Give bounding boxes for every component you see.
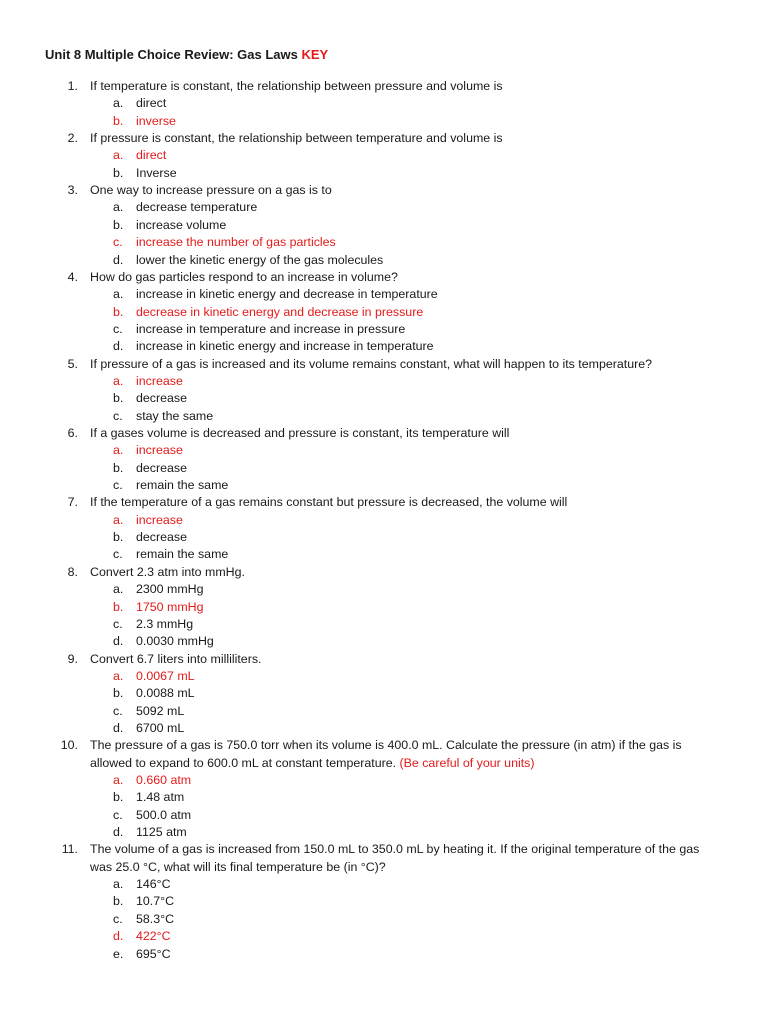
option-text: direct — [136, 96, 167, 111]
option-letter: b. — [113, 530, 124, 545]
option-text: 1750 mmHg — [136, 599, 204, 614]
option-text: increase in kinetic energy and increase in temperature — [136, 339, 434, 354]
question-text: If temperature is constant, the relationship between pressure and volume is — [90, 79, 503, 93]
title-text: Unit 8 Multiple Choice Review: Gas Laws — [45, 47, 298, 62]
option-letter: d. — [113, 252, 124, 267]
option-letter: d. — [113, 634, 124, 649]
option-text: 500.0 atm — [136, 807, 192, 822]
option-letter: b. — [113, 599, 124, 614]
question-number: 6. — [67, 426, 78, 440]
option-letter: c. — [113, 321, 123, 336]
question-number: 2. — [67, 131, 78, 146]
question-text: Convert 6.7 liters into milliliters. — [90, 651, 262, 666]
option-letter: b. — [113, 790, 124, 805]
option-text: increase volume — [136, 217, 227, 232]
question-text: How do gas particles respond to an increase in volume? — [90, 269, 398, 284]
option-text: increase — [136, 373, 183, 388]
option-text: decrease temperature — [136, 200, 258, 215]
option-text: 695°C — [136, 946, 171, 961]
option-text: 0.0030 mmHg — [136, 634, 214, 649]
option-text: inverse — [136, 113, 176, 128]
question-number: 10. — [60, 738, 78, 753]
option-letter: a. — [113, 443, 124, 458]
option-letter: c. — [113, 408, 123, 423]
option-text: 5092 mL — [136, 703, 185, 718]
option-letter: b. — [113, 165, 124, 180]
option-text: 0.660 atm — [136, 773, 192, 787]
option-text: increase in temperature and increase in pressure — [136, 321, 406, 336]
question-text: One way to increase pressure on a gas is to — [90, 183, 332, 198]
question-number: 1. — [67, 79, 78, 93]
question-number: 8. — [67, 564, 78, 579]
option-letter: b. — [113, 686, 124, 701]
option-text: Inverse — [136, 165, 177, 180]
option-letter: a. — [113, 373, 124, 388]
option-text: stay the same — [136, 408, 214, 423]
option-text: increase — [136, 512, 183, 527]
page-title — [45, 47, 328, 62]
question-text: Convert 2.3 atm into mmHg. — [90, 564, 245, 579]
option-text: 2300 mmHg — [136, 582, 204, 597]
option-letter: d. — [113, 929, 124, 944]
option-letter: a. — [113, 287, 124, 302]
option-text: remain the same — [136, 547, 229, 562]
question-text: If the temperature of a gas remains constant but pressure is decreased, the volume will — [90, 495, 568, 510]
option-text: 0.0067 mL — [136, 668, 195, 683]
option-text: increase in kinetic energy and decrease in temperature — [136, 287, 438, 302]
question-number: 7. — [67, 495, 78, 510]
option-text: direct — [136, 148, 167, 163]
question-number: 5. — [67, 356, 78, 371]
option-letter: b. — [113, 894, 124, 909]
option-letter: d. — [113, 825, 124, 840]
option-text: decrease — [136, 391, 187, 406]
option-letter: e. — [113, 946, 124, 961]
option-text: lower the kinetic energy of the gas molecules — [136, 252, 384, 267]
option-letter: a. — [113, 668, 124, 683]
option-letter: c. — [113, 478, 123, 493]
question-number: 11. — [61, 842, 78, 857]
option-letter: c. — [113, 616, 123, 631]
option-letter: c. — [113, 703, 123, 718]
option-letter: b. — [113, 304, 124, 319]
question-note: (Be careful of your units) — [396, 755, 535, 770]
question-text: If pressure is constant, the relationship between temperature and volume is — [90, 131, 503, 146]
question-number: 4. — [67, 269, 78, 284]
option-text: decrease — [136, 530, 187, 545]
option-letter: b. — [113, 391, 124, 406]
option-text: increase — [136, 443, 183, 458]
option-letter: d. — [113, 720, 124, 735]
option-letter: a. — [113, 877, 124, 892]
question-number: 3. — [67, 183, 78, 198]
option-text: decrease — [136, 460, 187, 475]
option-letter: b. — [113, 460, 124, 475]
option-letter: d. — [113, 339, 124, 354]
option-letter: c. — [113, 911, 123, 926]
option-letter: a. — [113, 200, 124, 215]
title-key: KEY — [301, 47, 329, 62]
option-text: 422°C — [136, 929, 171, 944]
question-text: If pressure of a gas is increased and its volume remains constant, what will happen to its temperature? — [90, 356, 652, 371]
option-text: 6700 mL — [136, 720, 185, 735]
question-text: was 25.0 °C, what will its final temperature be (in °C)? — [90, 859, 386, 874]
option-letter: a. — [113, 96, 124, 111]
option-text: 0.0088 mL — [136, 686, 195, 701]
option-letter: a. — [113, 773, 124, 787]
option-letter: b. — [113, 217, 124, 232]
option-text: increase the number of gas particles — [136, 235, 336, 250]
option-letter: a. — [113, 512, 124, 527]
option-text: 1125 atm — [136, 825, 187, 840]
option-text: decrease in kinetic energy and decrease in pressure — [136, 304, 424, 319]
option-letter: b. — [113, 113, 124, 128]
option-text: 58.3°C — [136, 911, 175, 926]
option-letter: c. — [113, 235, 123, 250]
option-letter: a. — [113, 582, 124, 597]
option-letter: c. — [113, 807, 123, 822]
option-text: 10.7°C — [136, 894, 175, 909]
option-text: remain the same — [136, 478, 229, 493]
question-number: 9. — [67, 651, 78, 666]
question-text: The pressure of a gas is 750.0 torr when its volume is 400.0 mL. Calculate the pressure (in atm) if the gas is — [90, 738, 682, 753]
option-letter: a. — [113, 148, 124, 163]
question-text: If a gases volume is decreased and pressure is constant, its temperature will — [90, 426, 510, 440]
option-text: 1.48 atm — [136, 790, 185, 805]
option-text: 2.3 mmHg — [136, 616, 194, 631]
option-text: 146°C — [136, 877, 171, 892]
question-text: The volume of a gas is increased from 150.0 mL to 350.0 mL by heating it. If the original temperature of the gas — [90, 842, 700, 857]
option-letter: c. — [113, 547, 123, 562]
question-text: allowed to expand to 600.0 mL at constant temperature. (Be careful of your units) — [90, 755, 535, 770]
